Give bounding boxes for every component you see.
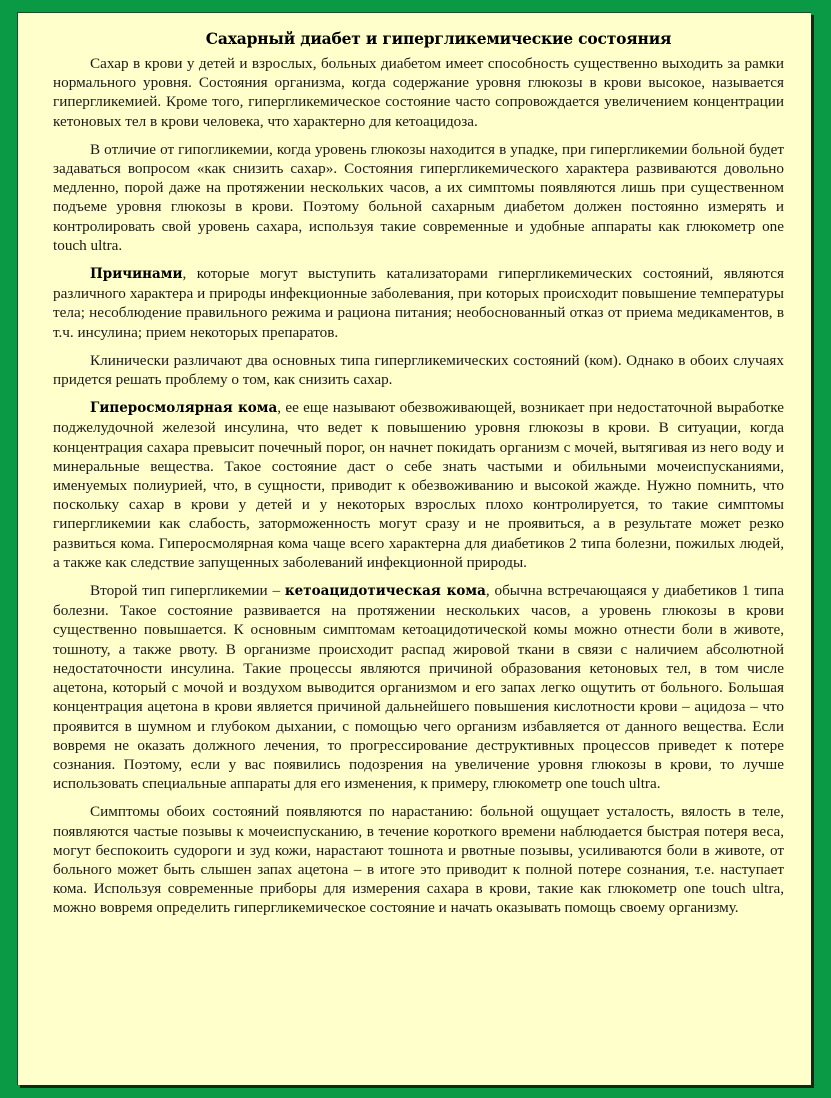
paragraph-causes — [53, 264, 784, 342]
paragraph-intro — [53, 54, 784, 131]
paragraph-symptoms — [53, 802, 784, 917]
paragraph-ketoacidotic — [53, 581, 784, 793]
paragraph-text: , которые могут выступить катализаторами гипергликемических состояний, являются различного характера и природы инфекционные заболевания, при которых происходит повышение температуры тела; несоблюдение правильного режима и рациона питания; необоснованный отказ от приема медикаментов, в т.ч. инсулина; прием некоторых препаратов. — [53, 265, 784, 341]
bold-term: Причинами — [90, 266, 183, 283]
paragraph-text: Клинически различают два основных типа гипергликемических состояний (ком). Однако в обоих случаях придется решать проблему о том, как снизить сахар. — [53, 351, 784, 389]
paragraph-prefix: Второй тип гипергликемии – — [90, 582, 285, 600]
paragraph-hypoglycemia-contrast — [53, 140, 784, 255]
paragraph-text: В отличие от гипогликемии, когда уровень глюкозы находится в упадке, при гипергликемии больной будет задаваться вопросом «как снизить сахар». Состояния гипергликемического характера развиваются довольно медленно, порой даже на протяжении нескольких часов, а их симптомы появляются лишь при существенном подъеме уровня глюкозы в крови. Поэтому больной сахарным диабетом должен постоянно измерять и контролировать свой уровень сахара, используя такие современные и удобные аппараты как глюкометр one touch ultra. — [53, 140, 784, 254]
article-panel — [17, 12, 811, 1085]
bold-term: Гиперосмолярная кома — [90, 400, 278, 417]
article-title: Сахарный диабет и гипергликемические состояния — [205, 29, 672, 48]
paragraph-types — [53, 351, 784, 389]
paragraph-text: Симптомы обоих состояний появляются по нарастанию: больной ощущает усталость, вялость в теле, появляются частые позывы к мочеиспусканию, в течение короткого времени наблюдается быстрая потеря веса, могут беспокоить судороги и зуд кожи, нарастают тошнота и рвотные позывы, усиливаются боли в животе, от больного может быть слышен запах ацетона – в итоге это приводит к полной потере сознания, т.е. наступает кома. Используя современные приборы для измерения сахара в крови, такие как глюкометр one touch ultra, можно вовремя определить гипергликемическое состояние и начать оказывать помощь своему организму. — [53, 803, 784, 917]
paragraph-text: , ее еще называют обезвоживающей, возникает при недостаточной выработке поджелудочной железой инсулина, что ведет к повышению уровня глюкозы в крови. В ситуации, когда концентрация сахара превысит почечный порог, он начнет покидать организм с мочей, вытягивая из него воду и минеральные вещества. Такое состояние даст о себе знать частыми и обильными мочеиспусканиями, именуемых полиурией, что, в сущности, приводит к обезвоживанию и высокой жажде. Нужно помнить, что поскольку сахар в крови у детей и у некоторых взрослых плохо контролируется, то такие симптомы гипергликемии как слабость, заторможенность могут сразу и не проявиться, а в результате может резко развиться кома. Гиперосмолярная кома чаще всего характерна для диабетиков 2 типа болезни, пожилых людей, а также как следствие запущенных заболеваний инфекционной природы. — [53, 399, 784, 571]
paragraph-text: , обычна встречающаяся у диабетиков 1 типа болезни. Такое состояние развивается на протяжении нескольких часов, а уровень глюкозы в крови существенно повышается. К основным симптомам кетоацидотической комы можно отнести боли в животе, тошноту, а также рвоту. В организме происходит распад жировой ткани в связи с наличием абсолютной недостаточности инсулина. Такие процессы являются причиной образования кетоновых тел, в том числе ацетона, который с мочой и воздухом выводится организмом и его запах легко ощутить от больного. Большая концентрация ацетона в крови является причиной дальнейшего повышения кислотности крови – ацидоза – что проявится в шумном и глубоком дыхании, с помощью чего организм избавляется от данного вещества. Если вовремя не оказать должного лечения, то прогрессирование деструктивных процессов приведет к потере сознания. Поэтому, если у вас появились подозрения на увеличение уровня глюкозы в крови, то лучше использовать специальные аппараты для его изменения, к примеру, глюкометр one touch ultra. — [53, 582, 784, 793]
bold-term: кетоацидотическая кома — [284, 583, 486, 600]
paragraph-text: Сахар в крови у детей и взрослых, больных диабетом имеет способность существенно выходить за рамки нормального уровня. Состояния организма, когда содержание уровня глюкозы в крови высокое, называется гипергликемией. Кроме того, гипергликемическое состояние часто сопровождается увеличением концентрации кетоновых тел в крови человека, что характерно для кетоацидоза. — [53, 55, 784, 130]
paragraph-hyperosmolar — [53, 398, 784, 572]
